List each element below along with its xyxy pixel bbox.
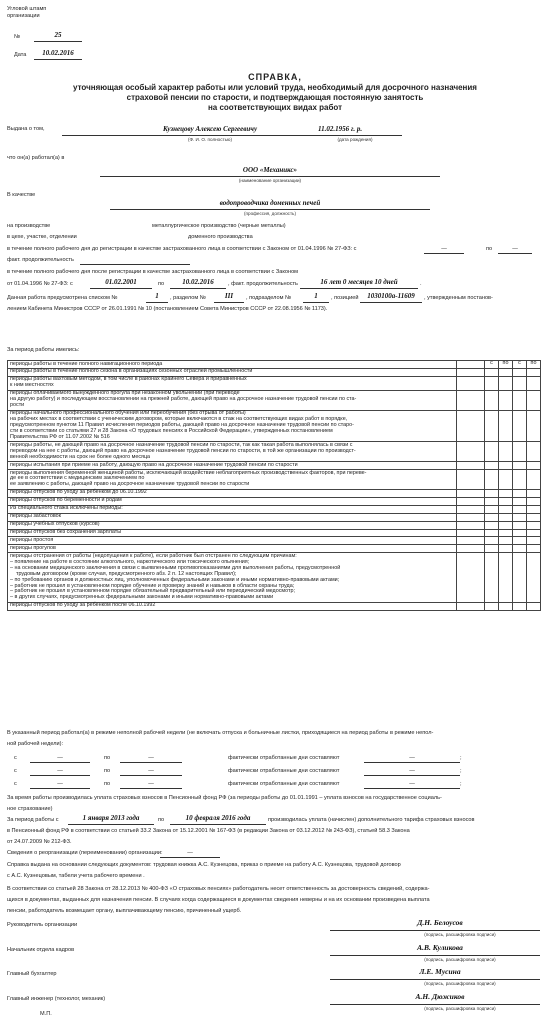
position-value: водопроводчика доменных печей — [219, 199, 321, 207]
period-cell — [527, 521, 541, 529]
parttime-to: — — [148, 755, 154, 761]
period-cell — [513, 470, 527, 490]
period-cell — [513, 462, 527, 470]
worked-org: ООО «Механикс» — [242, 166, 298, 174]
signature-caption: (подпись, расшифровка подписи) — [424, 932, 496, 937]
period-cell — [527, 410, 541, 442]
period2-from: 01.02.2001 — [105, 278, 137, 286]
periods-table — [7, 360, 541, 611]
list-podrazdel-no: 1 — [314, 292, 318, 300]
parttime-c-label: с — [14, 768, 17, 774]
row-label: периоды работы вахтовым методом, в том числе в районах Крайнего Севера и приравненных к ним местностях — [8, 376, 457, 390]
period-cell — [499, 442, 513, 462]
period-cell — [499, 529, 513, 537]
row-spacer — [457, 545, 485, 553]
signature-caption: (подпись, расшифровка подписи) — [424, 957, 496, 962]
signature-name: Д.Н. Белоусов — [417, 918, 463, 927]
period-header: по — [527, 361, 541, 369]
period-cell — [499, 521, 513, 529]
row-spacer — [457, 521, 485, 529]
period-cell — [513, 376, 527, 390]
insurance-line3-pre: За период работы с — [7, 817, 59, 823]
period-cell — [513, 545, 527, 553]
table-row — [8, 529, 541, 537]
period2-to: 10.02.2016 — [182, 278, 214, 286]
signature-role: Начальник отдела кадров — [7, 947, 75, 953]
insurance-po: по — [158, 817, 165, 823]
period-cell — [499, 390, 513, 410]
row-label: периоды начального профессионального обучения или переобучения (без отрыва от работы) на рабочих местах в соответствии с ученическим договором, которые включаются в стаж на соответствующих видах работ в порядке, предусмотренном пунктом 11 Правил исчисления периодов работы, дающей право на досрочное назначение трудовой пенсии по старо- сти в соответствии со статьями 27 и 28 Закона «О трудовых пенсиях в Российской Федерации», утвержденных постановлением Правительства РФ от 11.07.2002 № 516 — [8, 410, 457, 442]
period-cell — [527, 497, 541, 505]
worked-label: что он(а) работал(а) в — [7, 155, 65, 161]
row-spacer — [457, 376, 485, 390]
reorg-label: Сведения о реорганизации (переименовании) организации: — [7, 850, 163, 856]
row-spacer — [457, 497, 485, 505]
period-cell — [485, 553, 499, 603]
parttime-days: — — [409, 768, 415, 774]
period-cell — [499, 545, 513, 553]
period-cell — [499, 602, 513, 610]
title-main: СПРАВКА, — [248, 72, 302, 82]
period-cell — [499, 410, 513, 442]
list-pre: Данная работа предусмотрена списком № — [7, 295, 118, 301]
period-cell — [485, 521, 499, 529]
row-spacer — [457, 470, 485, 490]
row-label: периоды работы в течение полного сезона в организациях сезонных отраслей промышленности — [8, 368, 457, 376]
period-cell — [485, 497, 499, 505]
insurance-to: 10 февраля 2016 года — [185, 814, 251, 822]
reorg-value: — — [187, 850, 193, 856]
period-cell — [527, 602, 541, 610]
suspension-reason: – в других случаях, предусмотренных федеральными законами и иными нормативно-правовыми актами — [10, 594, 274, 601]
resp-line2: щихся в документах, выданных для назначения пенсии. В случаях когда содержащиеся в документах сведения неверны и на их основании произведена выплата — [7, 897, 430, 903]
row-spacer — [457, 489, 485, 497]
period-cell — [499, 513, 513, 521]
period-cell — [499, 553, 513, 603]
insurance-line2: ное страхование) — [7, 806, 53, 812]
parttime-fakt-label: фактически отработанные дни составляют — [228, 768, 340, 774]
period2-text: в течение полного рабочего дня после регистрации в качестве застрахованного лица в соответствии с Законом — [7, 269, 299, 275]
insurance-line3-post: производилась уплата (начислен) дополнительного тарифа страховых взносов — [268, 817, 475, 823]
row-label: периоды оплачиваемого вынужденного прогула при незаконном увольнении (при переводе на другую работу) и последующем восстановлении на прежней работе, дающей право на досрочное назначение трудовой пенсии по ста- рости — [8, 390, 457, 410]
period-cell — [485, 489, 499, 497]
period-cell — [485, 410, 499, 442]
resp-line3: пенсии, работодатель возмещает органу, выплачивающему пенсию, причиненный ущерб. — [7, 908, 242, 914]
row-spacer — [457, 368, 485, 376]
parttime-line2: ной рабочей недели): — [7, 741, 64, 747]
period-cell — [485, 442, 499, 462]
period1-to: — — [512, 246, 518, 252]
stamp-place: М.П. — [40, 1011, 52, 1017]
row-label: периоды работы, не дающей право на досрочное назначение трудовой пенсии по старости, так как такая работа выполнялась в связи с переводом на нее с работы, дающей право на досрочное назначение трудовой пенсии по старости, в той же организации по производст- венной необходимости на срок не более одного месяца — [8, 442, 457, 462]
period-cell — [527, 505, 541, 513]
table-row — [8, 489, 541, 497]
period2-pre: от 01.04.1996 № 27-ФЗ: с — [7, 281, 73, 287]
parttime-from: — — [57, 768, 63, 774]
period-cell — [513, 521, 527, 529]
period-header: с — [513, 361, 527, 369]
row-label: периоды учебных отпусков (курсов) — [8, 521, 457, 529]
period-cell — [499, 489, 513, 497]
table-row — [8, 513, 541, 521]
period-cell — [499, 505, 513, 513]
parttime-semi: ; — [460, 755, 462, 761]
period1-from: — — [441, 246, 447, 252]
period1-text: в течение полного рабочего дня до регистрации в качестве застрахованного лица в соответствии с Законом от 01.04.1996 № 27-ФЗ: с — [7, 246, 357, 252]
suspension-reason: – на основании медицинского заключения в связи с выявленными противопоказаниями для выполнения работы, предусмотренной — [10, 564, 341, 571]
period-cell — [513, 442, 527, 462]
table-row — [8, 537, 541, 545]
resp-line1: В соответствии со статьей 28 Закона от 28.12.2013 № 400-ФЗ «О страховых пенсиях» работодатель несет ответственность за достоверность сведений, содержа- — [7, 886, 430, 892]
position-label: В качестве — [7, 192, 36, 198]
row-label: периоды отпусков по беременности и родам — [8, 497, 457, 505]
row-label: Из специального стажа исключены периоды: — [8, 505, 457, 513]
parttime-po-label: по — [104, 768, 111, 774]
table-row — [8, 442, 541, 462]
signature-role: Руководитель организации — [7, 922, 78, 928]
row-label: периоды отпусков по уходу за ребенком до 06.10.1992 — [8, 489, 457, 497]
list-poz: , позицией — [331, 295, 359, 301]
period-cell — [527, 553, 541, 603]
period-cell — [527, 368, 541, 376]
period-cell — [499, 537, 513, 545]
parttime-fakt-label: фактически отработанные дни составляют — [228, 781, 340, 787]
table-row — [8, 470, 541, 490]
period-cell — [527, 545, 541, 553]
period-cell — [513, 368, 527, 376]
signature-name: Л.Е. Мусина — [419, 967, 461, 976]
row-label: периоды отпусков по уходу за ребенком после 06.10.1992 — [8, 602, 457, 610]
row-spacer — [457, 390, 485, 410]
basis-line2: с А.С. Кузнецовым, табели учета рабочего времени . — [7, 873, 145, 879]
issued-name: Кузнецову Алексею Сергеевичу — [162, 125, 258, 133]
period-cell — [485, 390, 499, 410]
parttime-semi: ; — [460, 768, 462, 774]
row-label: периоды испытания при приеме на работу, дающую право на досрочное назначение трудовой пенсии по старости — [8, 462, 457, 470]
row-label: периоды забастовок — [8, 513, 457, 521]
period1-po: по — [486, 246, 493, 252]
row-label: периоды прогулов — [8, 545, 457, 553]
period-cell — [485, 513, 499, 521]
doc-number: 25 — [54, 31, 62, 39]
parttime-from: — — [57, 781, 63, 787]
table-row — [8, 545, 541, 553]
parttime-po-label: по — [104, 781, 111, 787]
parttime-c-label: с — [14, 781, 17, 787]
signature-role: Главный инженер (технолог, механик) — [7, 996, 106, 1002]
period-cell — [513, 410, 527, 442]
parttime-c-label: с — [14, 755, 17, 761]
suspension-reason: – работник не прошел в установленном порядке обучение и проверку знаний и навыков в области охраны труда; — [10, 582, 295, 589]
period-cell — [527, 529, 541, 537]
row-label: периоды простоя — [8, 537, 457, 545]
corner-stamp: Угловой штамп организации — [7, 6, 47, 19]
signature-name: А.Н. Дюжиков — [415, 992, 465, 1001]
period-cell — [485, 529, 499, 537]
issued-label: Выдана о том, — [7, 126, 45, 132]
period-cell — [513, 505, 527, 513]
signature-caption: (подпись, расшифровка подписи) — [424, 981, 496, 986]
list-poz-no: 1030100а-11609 — [367, 292, 415, 300]
table-row — [8, 410, 541, 442]
insurance-line1: За время работы производилась уплата страховых взносов в Пенсионный фонд РФ (за периоды работы до 01.01.1991 – уплата взносов на государственное социаль- — [7, 795, 442, 801]
row-spacer — [457, 361, 485, 369]
insurance-line4: в Пенсионный фонд РФ в соответствии со статьей 33.2 Закона от 15.12.2001 № 167-ФЗ (в редакции Закона от 03.12.2012 № 243-ФЗ), статьей 58.3 Закона — [7, 828, 410, 834]
issued-name-caption: (Ф. И. О. полностью) — [187, 137, 233, 142]
table-row — [8, 390, 541, 410]
parttime-line1: В указанный период работал(а) в режиме неполной рабочей недели (не включать отпуска и больничные листки, приходящиеся на период работы в режиме непол- — [7, 730, 434, 736]
period-cell — [513, 602, 527, 610]
period-cell — [485, 602, 499, 610]
table-intro: За период работы имелись: — [7, 347, 80, 353]
table-row-excluded-label — [8, 505, 541, 513]
parttime-to: — — [148, 768, 154, 774]
production-value: металлургическое производство (черные металлы) — [152, 223, 286, 229]
table-row — [8, 376, 541, 390]
parttime-po-label: по — [104, 755, 111, 761]
period-cell — [527, 513, 541, 521]
period-cell — [499, 368, 513, 376]
row-label — [8, 553, 457, 603]
parttime-semi: ; — [460, 781, 462, 787]
period-cell — [527, 376, 541, 390]
period-header: с — [485, 361, 499, 369]
table-row — [8, 602, 541, 610]
signature-caption: (подпись, расшифровка подписи) — [424, 1006, 496, 1011]
period1-fakt: факт. продолжительность — [7, 257, 74, 263]
period2-duration: 16 лет 0 месяцев 10 дней — [320, 278, 398, 286]
period-cell — [485, 537, 499, 545]
table-row-suspension — [8, 553, 541, 603]
issued-birth: 11.02.1956 г. р. — [318, 125, 363, 133]
period-cell — [499, 497, 513, 505]
list-podrazdel: , подразделом № — [246, 295, 292, 301]
basis-line1: Справка выдана на основании следующих документов: трудовая книжка А.С. Кузнецова, приказ о приеме на работу А.С. Кузнецова, трудовой договор — [7, 862, 401, 868]
period-cell — [513, 513, 527, 521]
suspension-reason: – появление на работе в состоянии алкогольного, наркотического или токсического опьянения; — [10, 558, 250, 565]
period-cell — [527, 390, 541, 410]
period-cell — [513, 553, 527, 603]
signature-name: А.В. Куликова — [417, 943, 463, 952]
period2-fakt: , факт. продолжительность — [228, 281, 298, 287]
suspension-reason: – по требованию органов и должностных лиц, уполномоченных федеральными законами и иными нормативно-правовыми актами; — [10, 576, 340, 583]
list-razdel: , разделом № — [170, 295, 206, 301]
period-cell — [527, 442, 541, 462]
parttime-to: — — [148, 781, 154, 787]
period-cell — [485, 505, 499, 513]
insurance-line5: от 24.07.2009 № 212-ФЗ. — [7, 839, 72, 845]
table-row — [8, 462, 541, 470]
period-cell — [513, 529, 527, 537]
period-cell — [499, 376, 513, 390]
period-cell — [485, 376, 499, 390]
row-label: периоды выполнения беременной женщиной работы, исключающей воздействие неблагоприятных производственных факторов, при переве- де ее в соответствии с медицинским заключением по ее заявлению с работы, дающей право на досрочное назначение трудовой пенсии по старости — [8, 470, 457, 490]
position-caption: (профессия, должность) — [244, 211, 296, 216]
row-spacer — [457, 410, 485, 442]
period-cell — [513, 489, 527, 497]
period-cell — [485, 368, 499, 376]
list-line2: лением Кабинета Министров СССР от 26.01.1991 № 10 (постановлением Совета Министров СССР от 22.08.1956 № 1173). — [7, 306, 328, 312]
parttime-days: — — [409, 755, 415, 761]
list-tail: , утвержденным постанов- — [424, 295, 493, 301]
row-label: периоды работы в течение полного навигационного периода — [8, 361, 457, 369]
list-razdel-no: III — [224, 292, 234, 300]
table-row — [8, 497, 541, 505]
insurance-from: 1 января 2013 года — [82, 814, 140, 822]
period-cell — [513, 497, 527, 505]
doc-date: 10.02.2016 — [42, 49, 74, 57]
period-cell — [485, 462, 499, 470]
row-spacer — [457, 602, 485, 610]
signature-role: Главный бухгалтер — [7, 971, 57, 977]
production-label: на производстве — [7, 223, 51, 229]
doc-number-label: № — [14, 34, 21, 40]
period-cell — [485, 545, 499, 553]
period-cell — [513, 537, 527, 545]
row-spacer — [457, 537, 485, 545]
dept-label: в цехе, участке, отделении — [7, 234, 77, 240]
period-cell — [499, 462, 513, 470]
period2-dot: . — [420, 281, 422, 287]
period-header: по — [499, 361, 513, 369]
row-spacer — [457, 513, 485, 521]
row-spacer — [457, 553, 485, 603]
title-line3: страховой пенсии по старости, и подтверждающая постоянную занятость — [126, 93, 424, 102]
period2-po: по — [158, 281, 165, 287]
row-label: периоды отпусков без сохранения зарплаты — [8, 529, 457, 537]
title-line4: на соответствующих видах работ — [207, 103, 343, 112]
suspension-reason: – работник не прошел в установленном порядке обязательный предварительный или периодический медосмотр; — [10, 588, 295, 595]
period-cell — [527, 489, 541, 497]
suspension-reason: трудовым договором (кроме случая, предусмотренного абз. 2 п. 12 настоящих Правил); — [16, 570, 237, 577]
worked-org-caption: (наименование организации) — [238, 178, 302, 183]
row-spacer — [457, 505, 485, 513]
period-cell — [527, 537, 541, 545]
row-spacer — [457, 462, 485, 470]
period-cell — [527, 462, 541, 470]
parttime-days: — — [409, 781, 415, 787]
doc-date-label: Дата — [14, 52, 27, 58]
list-number: 1 — [155, 292, 159, 300]
period-cell — [499, 470, 513, 490]
parttime-from: — — [57, 755, 63, 761]
row-spacer — [457, 529, 485, 537]
suspension-title: периоды отстранения от работы (недопущения к работе), если работник был отстранен по следующим причинам: — [10, 552, 297, 559]
period-cell — [527, 470, 541, 490]
dept-value: доменного производства — [188, 234, 253, 240]
row-spacer — [457, 442, 485, 462]
period-cell — [513, 390, 527, 410]
issued-birth-caption: (дата рождения) — [337, 137, 373, 142]
period-cell — [485, 470, 499, 490]
table-row — [8, 521, 541, 529]
title-line2: уточняющая особый характер работы или условий труда, необходимый для досрочного назначения — [73, 83, 477, 92]
parttime-fakt-label: фактически отработанные дни составляют — [228, 755, 340, 761]
